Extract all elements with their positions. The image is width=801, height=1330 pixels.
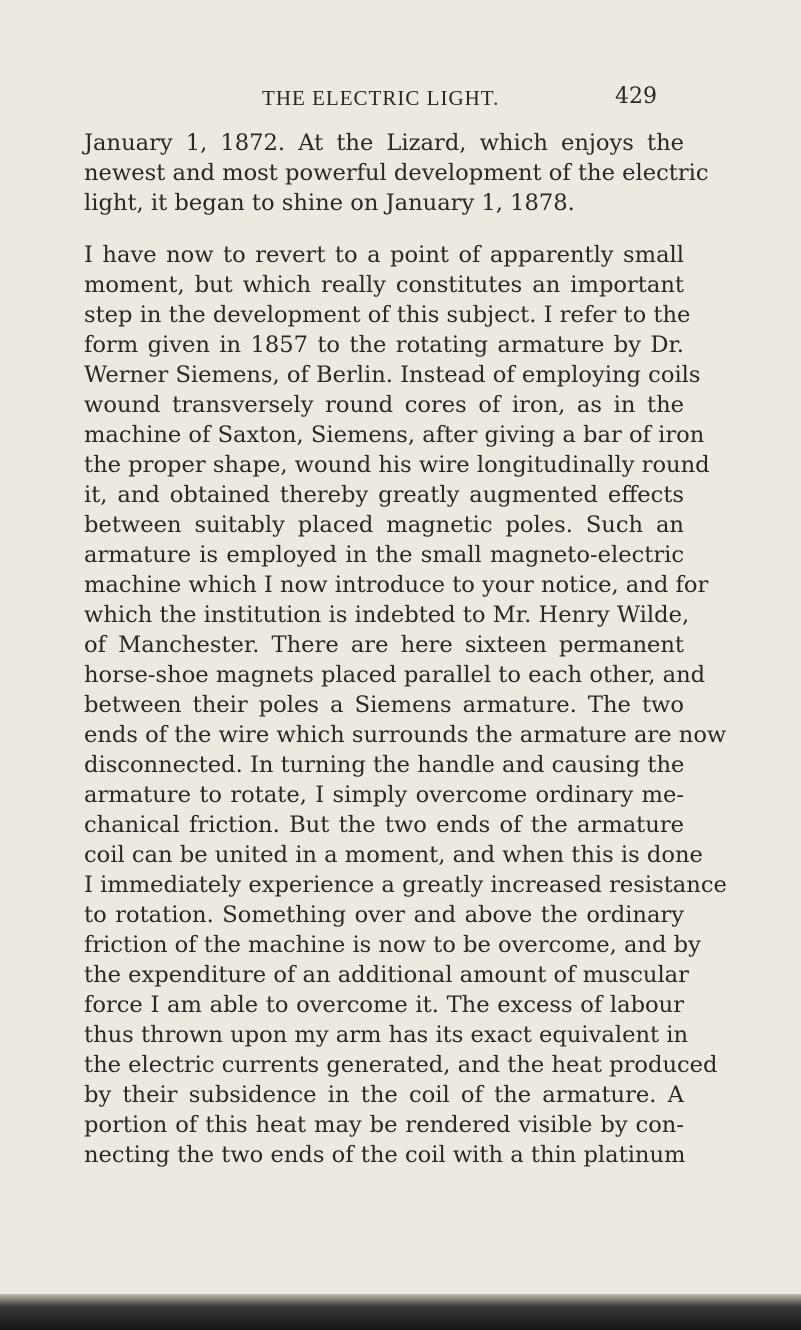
text-line: I immediately experience a greatly increased resistance [84,872,727,898]
text-line: the proper shape, wound his wire longitudinally round [84,452,710,478]
text-line: it, and obtained thereby greatly augmented effects [84,482,684,508]
text-line: I have now to revert to a point of apparently small [84,242,684,268]
paragraph-gap [84,218,684,240]
text-line: force I am able to overcome it. The excess of labour [84,992,684,1018]
text-line: wound transversely round cores of iron, as in the [84,392,684,418]
text-line: machine which I now introduce to your notice, and for [84,572,709,598]
text-line: armature to rotate, I simply overcome ordinary me- [84,782,684,808]
text-line: to rotation. Something over and above the ordinary [84,902,684,928]
text-line: between their poles a Siemens armature. The two [84,692,684,718]
paragraph [84,240,727,1170]
text-line: portion of this heat may be rendered visible by con- [84,1112,684,1138]
text-line: newest and most powerful development of the electric [84,160,709,186]
text-line: machine of Saxton, Siemens, after giving a bar of iron [84,422,705,448]
text-line: January 1, 1872. At the Lizard, which enjoys the [84,130,684,156]
text-line: Werner Siemens, of Berlin. Instead of employing coils [84,362,701,388]
text-line: light, it began to shine on January 1, 1878. [84,190,575,216]
paragraph [84,128,709,218]
text-line: the electric currents generated, and the heat produced [84,1052,718,1078]
text-line: thus thrown upon my arm has its exact equivalent in [84,1022,689,1048]
text-line: of Manchester. There are here sixteen permanent [84,632,684,658]
text-line: moment, but which really constitutes an important [84,272,684,298]
text-line: horse-shoe magnets placed parallel to each other, and [84,662,706,688]
body-text [84,128,727,1170]
text-line: armature is employed in the small magneto-electric [84,542,684,568]
text-line: friction of the machine is now to be overcome, and by [84,932,701,958]
page-header [0,82,801,118]
page-number: 429 [615,84,657,109]
text-line: ends of the wire which surrounds the armature are now [84,722,727,748]
text-line: which the institution is indebted to Mr. Henry Wilde, [84,602,690,628]
text-line: form given in 1857 to the rotating armature by Dr. [84,332,684,358]
text-line: disconnected. In turning the handle and causing the [84,752,685,778]
page-bottom-edge [0,1294,801,1330]
text-line: the expenditure of an additional amount of muscular [84,962,689,988]
text-line: step in the development of this subject. I refer to the [84,302,691,328]
running-title: THE ELECTRIC LIGHT. [262,86,500,110]
text-line: between suitably placed magnetic poles. Such an [84,512,684,538]
text-line: chanical friction. But the two ends of the armature [84,812,684,838]
text-line: necting the two ends of the coil with a thin platinum [84,1142,686,1168]
text-line: coil can be united in a moment, and when this is done [84,842,703,868]
text-line: by their subsidence in the coil of the armature. A [84,1082,684,1108]
